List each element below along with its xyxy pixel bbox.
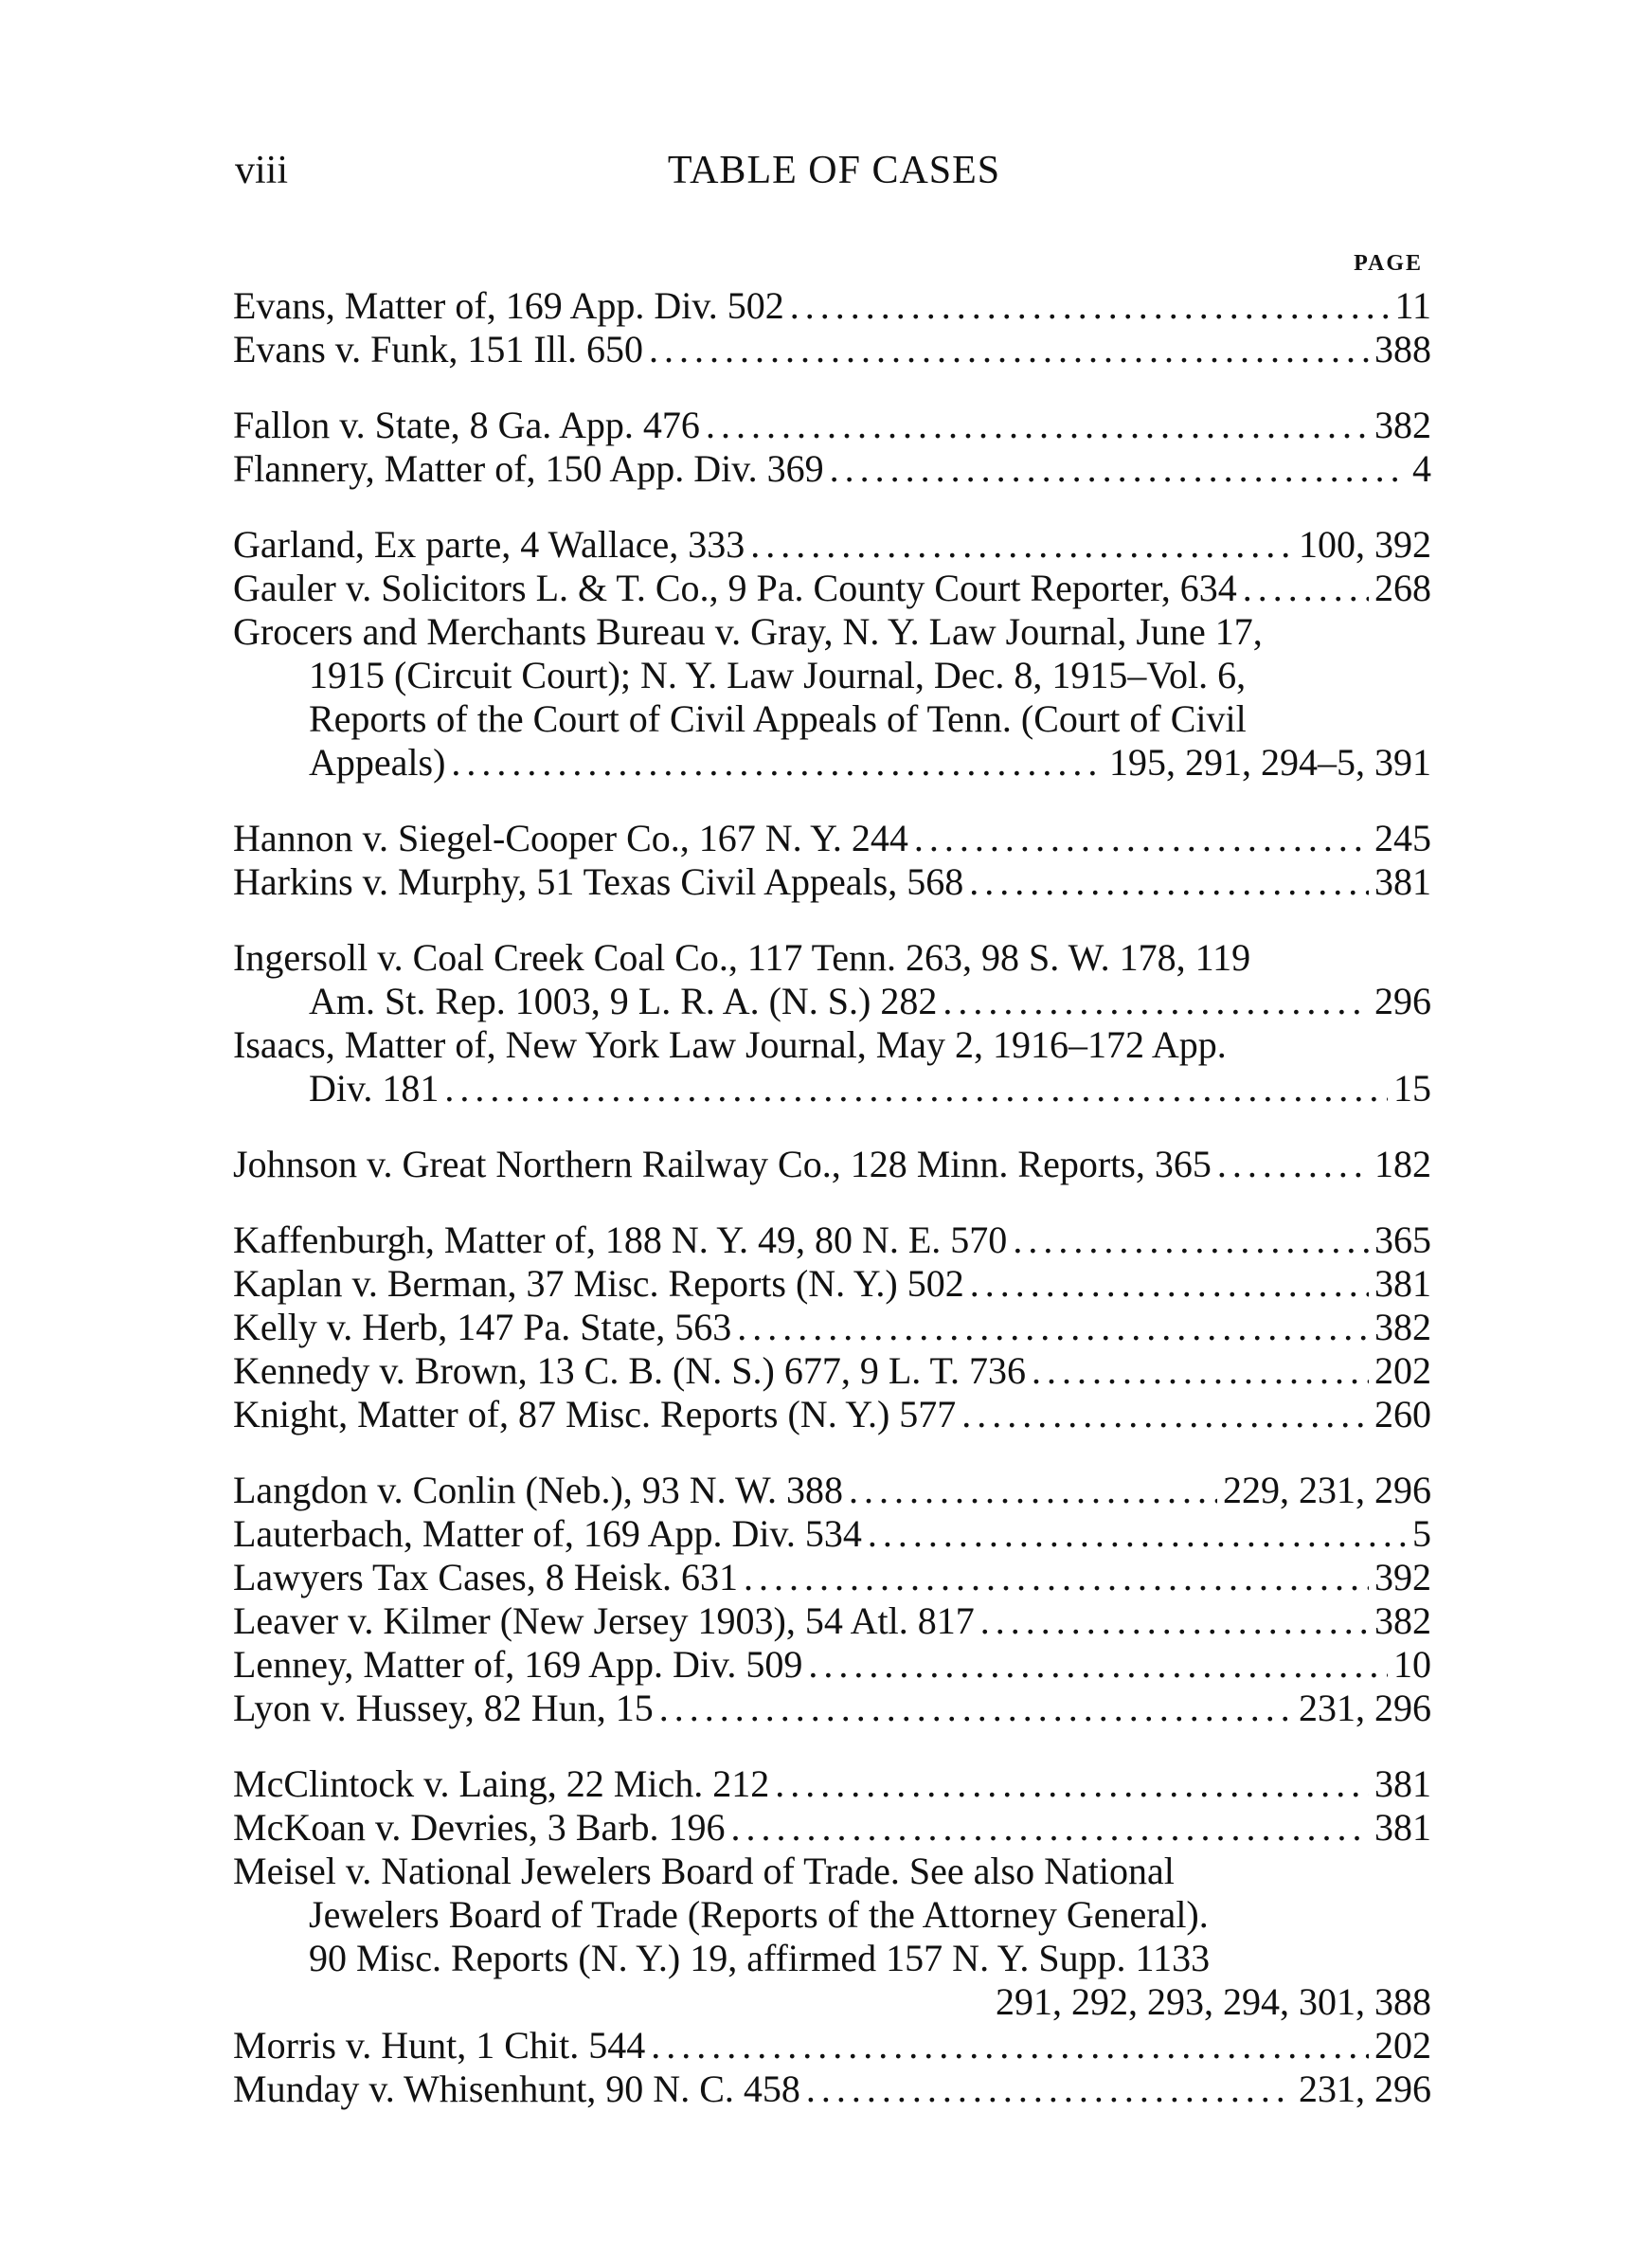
- case-citation-final-line: [233, 1643, 1431, 1687]
- case-citation-line: 90 Misc. Reports (N. Y.) 19, affirmed 157 N. Y. Supp. 1133: [309, 1937, 1211, 1979]
- case-citation: Langdon v. Conlin (Neb.), 93 N. W. 388: [233, 1469, 844, 1511]
- page-references: 231, 296: [1299, 1687, 1431, 1729]
- case-citation-final-line: [233, 817, 1431, 860]
- case-citation-line: Reports of the Court of Civil Appeals of Tenn. (Court of Civil: [309, 697, 1247, 740]
- case-citation-final-line: [233, 523, 1431, 567]
- page-references: 229, 231, 296: [1223, 1469, 1431, 1511]
- page-column-label: PAGE: [1354, 251, 1423, 276]
- case-citation-final-line: [233, 2067, 1431, 2111]
- case-citation-line: Jewelers Board of Trade (Reports of the Attorney General).: [309, 1893, 1209, 1936]
- letter-group: [233, 404, 1431, 491]
- page-references: 195, 291, 294–5, 391: [1109, 741, 1431, 784]
- case-citation: Hannon v. Siegel-Cooper Co., 167 N. Y. 244: [233, 817, 908, 859]
- page-references: 182: [1374, 1143, 1431, 1185]
- dot-leader: [750, 523, 1293, 567]
- case-citation-final-line: [233, 404, 1431, 447]
- dot-leader: [969, 860, 1369, 904]
- dot-leader: [808, 1643, 1388, 1687]
- case-citation: Lawyers Tax Cases, 8 Heisk. 631: [233, 1556, 739, 1598]
- case-entry: [233, 1512, 1431, 1556]
- dot-leader: [961, 1393, 1369, 1436]
- dot-leader: [451, 741, 1104, 785]
- page-references: 381: [1374, 1806, 1431, 1849]
- page-references: 5: [1412, 1512, 1431, 1555]
- dot-leader: [849, 1469, 1217, 1512]
- case-citation-final-line: [233, 447, 1431, 491]
- case-entry: [233, 1599, 1431, 1643]
- dot-leader: [830, 447, 1407, 491]
- dot-leader: [914, 817, 1369, 860]
- case-citation: Morris v. Hunt, 1 Chit. 544: [233, 2024, 646, 2067]
- dot-leader: [744, 1556, 1369, 1599]
- case-entry: [233, 523, 1431, 567]
- case-citation-line: Isaacs, Matter of, New York Law Journal, May 2, 1916–172 App.: [233, 1023, 1227, 1066]
- case-entry: [233, 567, 1431, 610]
- dot-leader: [806, 2067, 1293, 2111]
- case-entry: [233, 1469, 1431, 1512]
- page-references: 100, 392: [1299, 523, 1431, 566]
- case-citation-final-line: [233, 980, 1431, 1023]
- case-entry: [233, 1143, 1431, 1186]
- dot-leader: [649, 328, 1369, 371]
- dot-leader: [659, 1687, 1293, 1730]
- page-references: 382: [1374, 1599, 1431, 1642]
- letter-group: [233, 1469, 1431, 1730]
- case-citation: Fallon v. State, 8 Ga. App. 476: [233, 404, 700, 446]
- case-entry: [233, 328, 1431, 371]
- case-citation-final-line: [233, 1556, 1431, 1599]
- dot-leader: [1217, 1143, 1369, 1186]
- case-citation: Kaffenburgh, Matter of, 188 N. Y. 49, 80 N. E. 570: [233, 1219, 1008, 1261]
- case-citation: Garland, Ex parte, 4 Wallace, 333: [233, 523, 745, 566]
- case-entry: [233, 1349, 1431, 1393]
- case-citation-line: Grocers and Merchants Bureau v. Gray, N. Y. Law Journal, June 17,: [233, 610, 1263, 653]
- page-references: 381: [1374, 1262, 1431, 1305]
- case-citation-final-line: [233, 1687, 1431, 1730]
- case-citation-final-line: [233, 1349, 1431, 1393]
- page-references: 388: [1374, 328, 1431, 370]
- page-title: TABLE OF CASES: [667, 149, 1001, 192]
- page-references: 382: [1374, 404, 1431, 446]
- case-entry: [233, 1762, 1431, 1806]
- case-entry: [233, 860, 1431, 904]
- case-entry: [233, 1306, 1431, 1349]
- case-citation: Evans, Matter of, 169 App. Div. 502: [233, 284, 784, 327]
- case-citation: McKoan v. Devries, 3 Barb. 196: [233, 1806, 726, 1849]
- case-citation: Munday v. Whisenhunt, 90 N. C. 458: [233, 2067, 800, 2110]
- case-citation-final-line: [233, 567, 1431, 610]
- letter-group: [233, 936, 1431, 1110]
- case-citation: Johnson v. Great Northern Railway Co., 128 Minn. Reports, 365: [233, 1143, 1212, 1185]
- case-entry: [233, 1023, 1431, 1110]
- case-citation-final-line: [233, 1067, 1431, 1110]
- dot-leader: [980, 1599, 1369, 1643]
- letter-group: [233, 523, 1431, 785]
- case-citation-final-line: [233, 860, 1431, 904]
- dot-leader: [1032, 1349, 1369, 1393]
- case-entry: [233, 1687, 1431, 1730]
- page-references: 15: [1393, 1067, 1431, 1110]
- case-entry: [233, 1850, 1431, 2024]
- dot-leader: [790, 284, 1390, 328]
- case-entry: [233, 2067, 1431, 2111]
- case-citation: Knight, Matter of, 87 Misc. Reports (N. Y.) 577: [233, 1393, 957, 1435]
- case-citation-final-line: [233, 328, 1431, 371]
- case-citation-final-line: [233, 1393, 1431, 1436]
- case-citation: Leaver v. Kilmer (New Jersey 1903), 54 Atl. 817: [233, 1599, 975, 1642]
- page-references: 202: [1374, 1349, 1431, 1392]
- case-citation: Am. St. Rep. 1003, 9 L. R. A. (N. S.) 282: [309, 980, 938, 1022]
- page-references: 268: [1374, 567, 1431, 609]
- case-citation: Lyon v. Hussey, 82 Hun, 15: [233, 1687, 654, 1729]
- page-references: 392: [1374, 1556, 1431, 1598]
- page-references: 10: [1393, 1643, 1431, 1686]
- case-citation-final-line: [233, 1599, 1431, 1643]
- case-entry: [233, 936, 1431, 1023]
- letter-group: [233, 817, 1431, 904]
- page-references: 231, 296: [1299, 2067, 1431, 2110]
- page-references: 291, 292, 293, 294, 301, 388: [996, 1980, 1431, 2023]
- case-citation: Harkins v. Murphy, 51 Texas Civil Appeals, 568: [233, 860, 964, 903]
- case-citation: Gauler v. Solicitors L. & T. Co., 9 Pa. County Court Reporter, 634: [233, 567, 1237, 609]
- dot-leader: [775, 1762, 1369, 1806]
- case-entry: [233, 1262, 1431, 1306]
- case-citation-final-line: [233, 1262, 1431, 1306]
- case-citation: Kaplan v. Berman, 37 Misc. Reports (N. Y.) 502: [233, 1262, 964, 1305]
- letter-group: [233, 1762, 1431, 2111]
- case-citation-line: 1915 (Circuit Court); N. Y. Law Journal, Dec. 8, 1915–Vol. 6,: [309, 654, 1247, 696]
- case-citation: Lenney, Matter of, 169 App. Div. 509: [233, 1643, 803, 1686]
- case-entry: [233, 1556, 1431, 1599]
- dot-leader: [731, 1806, 1369, 1850]
- dot-leader: [651, 2024, 1369, 2067]
- page-references: 245: [1374, 817, 1431, 859]
- case-citation-final-line: [233, 1806, 1431, 1850]
- case-citation-final-line: [233, 284, 1431, 328]
- case-entry: [233, 1219, 1431, 1262]
- case-citation-line: Meisel v. National Jewelers Board of Trade. See also National: [233, 1850, 1175, 1892]
- case-citation: Kennedy v. Brown, 13 C. B. (N. S.) 677, 9 L. T. 736: [233, 1349, 1026, 1392]
- page-references: 365: [1374, 1219, 1431, 1261]
- case-entry: [233, 447, 1431, 491]
- running-head: [235, 142, 1433, 199]
- case-citation: Evans v. Funk, 151 Ill. 650: [233, 328, 643, 370]
- dot-leader: [1243, 567, 1369, 610]
- dot-leader: [444, 1067, 1388, 1110]
- case-list: [233, 284, 1431, 2143]
- case-citation-final-line: [233, 1306, 1431, 1349]
- dot-leader: [868, 1512, 1407, 1556]
- case-entry: [233, 610, 1431, 785]
- page-references: 11: [1394, 284, 1431, 327]
- page-number: viii: [235, 149, 289, 192]
- page-references: 381: [1374, 1762, 1431, 1805]
- case-entry: [233, 1643, 1431, 1687]
- dot-leader: [1013, 1219, 1369, 1262]
- case-citation: Flannery, Matter of, 150 App. Div. 369: [233, 447, 824, 490]
- dot-leader: [737, 1306, 1369, 1349]
- letter-group: [233, 1143, 1431, 1186]
- page-references: 382: [1374, 1306, 1431, 1348]
- page-references: 4: [1412, 447, 1431, 490]
- case-entry: [233, 284, 1431, 328]
- case-citation-final-line: [233, 1762, 1431, 1806]
- letter-group: [233, 284, 1431, 371]
- page-references: 296: [1374, 980, 1431, 1022]
- case-citation: McClintock v. Laing, 22 Mich. 212: [233, 1762, 770, 1805]
- case-citation-final-line: [233, 2024, 1431, 2067]
- case-citation-final-line: [233, 1469, 1431, 1512]
- case-citation: Lauterbach, Matter of, 169 App. Div. 534: [233, 1512, 862, 1555]
- dot-leader: [706, 404, 1369, 447]
- case-entry: [233, 1393, 1431, 1436]
- letter-group: [233, 1219, 1431, 1436]
- dot-leader: [943, 980, 1369, 1023]
- dot-leader: [970, 1262, 1369, 1306]
- case-citation: Div. 181: [309, 1067, 440, 1110]
- page-references: 381: [1374, 860, 1431, 903]
- case-citation-final-line: [233, 741, 1431, 785]
- case-entry: [233, 2024, 1431, 2067]
- case-citation-final-line: [233, 1143, 1431, 1186]
- case-entry: [233, 817, 1431, 860]
- case-entry: [233, 404, 1431, 447]
- case-entry: [233, 1806, 1431, 1850]
- page-references: 202: [1374, 2024, 1431, 2067]
- page-references: 260: [1374, 1393, 1431, 1435]
- case-citation-final-line: [233, 1219, 1431, 1262]
- case-citation-final-line: [233, 1512, 1431, 1556]
- case-citation-line: Ingersoll v. Coal Creek Coal Co., 117 Tenn. 263, 98 S. W. 178, 119: [233, 936, 1251, 979]
- case-citation: Appeals): [309, 741, 446, 784]
- case-citation: Kelly v. Herb, 147 Pa. State, 563: [233, 1306, 732, 1348]
